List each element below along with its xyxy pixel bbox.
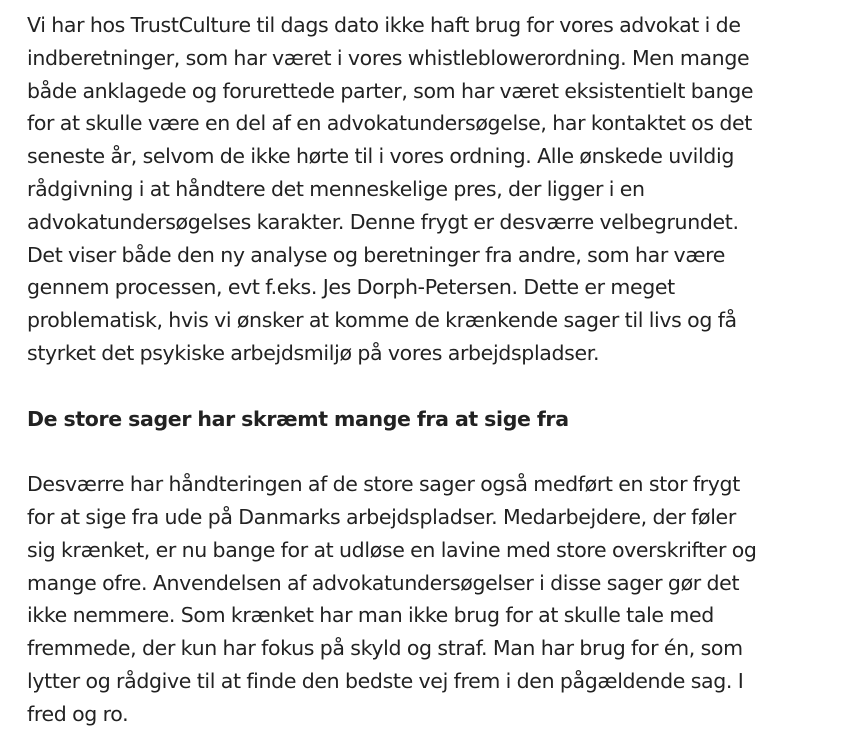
text-line: for at sige fra ude på Danmarks arbejdspladser. Medarbejdere, der føler bbox=[27, 504, 736, 529]
text-line: advokatundersøgelses karakter. Denne frygt er desværre velbegrundet. bbox=[27, 209, 739, 234]
text-line: Desværre har håndteringen af de store sager også medført en stor frygt bbox=[27, 472, 740, 497]
section-heading: De store sager har skræmt mange fra at sige fra bbox=[27, 406, 569, 431]
text-line: fred og ro. bbox=[27, 701, 129, 726]
text-line: seneste år, selvom de ikke hørte til i vores ordning. Alle ønskede uvildig bbox=[27, 144, 734, 169]
paragraph-spacer bbox=[27, 370, 828, 403]
text-line: både anklagede og forurettede parter, som har været eksistentielt bange bbox=[27, 78, 754, 103]
text-line: Vi har hos TrustCulture til dags dato ikke haft brug for vores advokat i de bbox=[27, 13, 741, 37]
text-line: rådgivning i at håndtere det menneskelige pres, der ligger i en bbox=[27, 176, 645, 201]
text-line: sig krænket, er nu bange for at udløse en lavine med store overskrifter og bbox=[27, 537, 757, 562]
text-line: ikke nemmere. Som krænket har man ikke brug for at skulle tale med bbox=[27, 603, 714, 628]
text-line: fremmede, der kun har fokus på skyld og straf. Man har brug for én, som bbox=[27, 636, 743, 661]
text-line: gennem processen, evt f.eks. Jes Dorph-Petersen. Dette er meget bbox=[27, 275, 675, 300]
paragraph-1 bbox=[27, 9, 828, 370]
paragraph-2 bbox=[27, 468, 828, 730]
text-line: styrket det psykiske arbejdsmiljø på vores arbejdspladser. bbox=[27, 340, 600, 365]
text-line: lytter og rådgive til at finde den bedste vej frem i den pågældende sag. I bbox=[27, 668, 744, 693]
text-line: for at skulle være en del af en advokatundersøgelse, har kontaktet os det bbox=[27, 111, 752, 136]
text-line: Det viser både den ny analyse og beretninger fra andre, som har være bbox=[27, 242, 726, 267]
text-line: mange ofre. Anvendelsen af advokatundersøgelser i disse sager gør det bbox=[27, 570, 740, 595]
paragraph-spacer bbox=[27, 435, 828, 468]
text-line: indberetninger, som har været i vores whistleblowerordning. Men mange bbox=[27, 45, 750, 70]
text-line: problematisk, hvis vi ønsker at komme de krænkende sager til livs og få bbox=[27, 308, 737, 333]
